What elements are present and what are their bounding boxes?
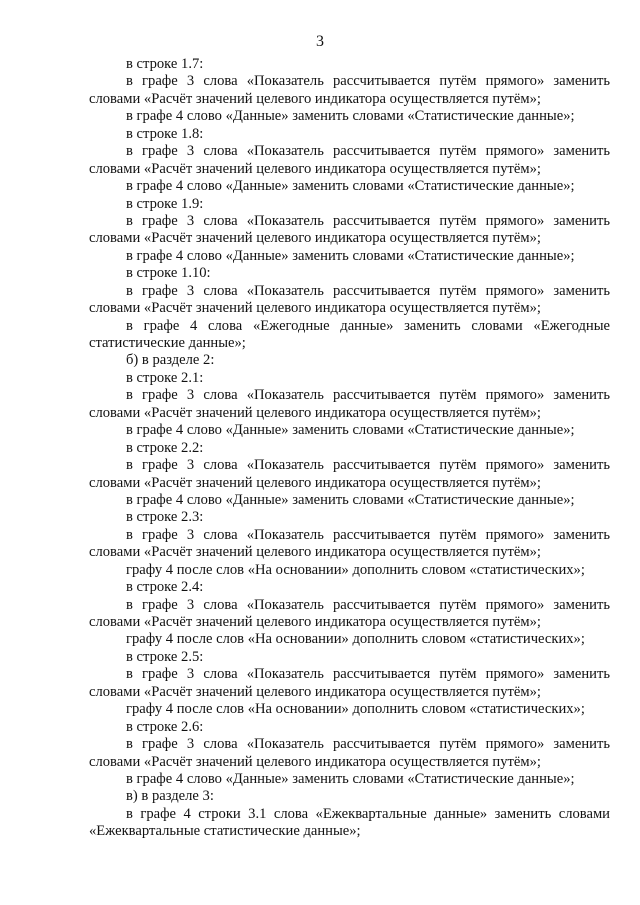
text-line: в графе 4 слово «Данные» заменить словами «Статистические данные»; xyxy=(126,770,575,787)
text-line: в графе 3 слова «Показатель рассчитывается путём прямого» заменить xyxy=(126,212,610,229)
text-line: в графе 4 слово «Данные» заменить словами «Статистические данные»; xyxy=(126,247,575,264)
text-line: словами «Расчёт значений целевого индикатора осуществляется путём»; xyxy=(89,160,541,177)
text-line: в графе 3 слова «Показатель рассчитывается путём прямого» заменить xyxy=(126,282,610,299)
document-body xyxy=(89,56,610,841)
text-line: в графе 4 слово «Данные» заменить словами «Статистические данные»; xyxy=(126,491,575,508)
text-line: графу 4 после слов «На основании» дополнить словом «статистических»; xyxy=(126,561,585,578)
text-line: словами «Расчёт значений целевого индикатора осуществляется путём»; xyxy=(89,300,541,317)
text-line: в графе 4 строки 3.1 слова «Ежеквартальные данные» заменить словами xyxy=(126,805,610,822)
text-line: в графе 3 слова «Показатель рассчитывается путём прямого» заменить xyxy=(126,73,610,90)
text-line: в графе 4 слова «Ежегодные данные» заменить словами «Ежегодные xyxy=(126,317,610,334)
text-line: в строке 2.4: xyxy=(126,579,204,596)
text-line: в строке 1.9: xyxy=(126,195,204,212)
text-line: в графе 3 слова «Показатель рассчитывается путём прямого» заменить xyxy=(126,736,610,753)
text-line: в графе 3 слова «Показатель рассчитывается путём прямого» заменить xyxy=(126,143,610,160)
page-number: 3 xyxy=(316,33,324,50)
text-line: в строке 2.3: xyxy=(126,509,204,526)
text-line: в строке 2.6: xyxy=(126,718,204,735)
text-line: в графе 3 слова «Показатель рассчитывается путём прямого» заменить xyxy=(126,457,610,474)
text-line: словами «Расчёт значений целевого индикатора осуществляется путём»; xyxy=(89,230,541,247)
text-line: в графе 3 слова «Показатель рассчитывается путём прямого» заменить xyxy=(126,526,610,543)
text-line: в графе 4 слово «Данные» заменить словами «Статистические данные»; xyxy=(126,422,575,439)
text-line: в графе 4 слово «Данные» заменить словами «Статистические данные»; xyxy=(126,178,575,195)
text-line: статистические данные»; xyxy=(89,335,246,351)
text-line: словами «Расчёт значений целевого индикатора осуществляется путём»; xyxy=(89,753,541,770)
text-line: в графе 3 слова «Показатель рассчитывается путём прямого» заменить xyxy=(126,666,610,683)
text-line: в) в разделе 3: xyxy=(126,788,214,805)
text-line: в строке 2.5: xyxy=(126,648,204,665)
text-line: в строке 1.7: xyxy=(126,56,204,72)
text-line: в графе 3 слова «Показатель рассчитывается путём прямого» заменить xyxy=(126,596,610,613)
text-line: словами «Расчёт значений целевого индикатора осуществляется путём»; xyxy=(89,683,541,700)
text-line: в строке 2.2: xyxy=(126,439,204,456)
text-line: словами «Расчёт значений целевого индикатора осуществляется путём»; xyxy=(89,614,541,630)
text-line: «Ежеквартальные статистические данные»; xyxy=(89,823,361,840)
text-line: в строке 2.1: xyxy=(126,369,204,386)
text-line: в строке 1.10: xyxy=(126,265,211,282)
text-line: графу 4 после слов «На основании» дополнить словом «статистических»; xyxy=(126,701,585,718)
text-line: словами «Расчёт значений целевого индикатора осуществляется путём»; xyxy=(89,544,541,561)
text-line: словами «Расчёт значений целевого индикатора осуществляется путём»; xyxy=(89,404,541,421)
text-line: словами «Расчёт значений целевого индикатора осуществляется путём»; xyxy=(89,474,541,491)
text-line: в строке 1.8: xyxy=(126,125,204,142)
text-line: графу 4 после слов «На основании» дополнить словом «статистических»; xyxy=(126,631,585,648)
text-line: б) в разделе 2: xyxy=(126,352,215,369)
text-line: в графе 4 слово «Данные» заменить словами «Статистические данные»; xyxy=(126,108,575,125)
text-line: в графе 3 слова «Показатель рассчитывается путём прямого» заменить xyxy=(126,387,610,404)
text-line: словами «Расчёт значений целевого индикатора осуществляется путём»; xyxy=(89,90,541,107)
